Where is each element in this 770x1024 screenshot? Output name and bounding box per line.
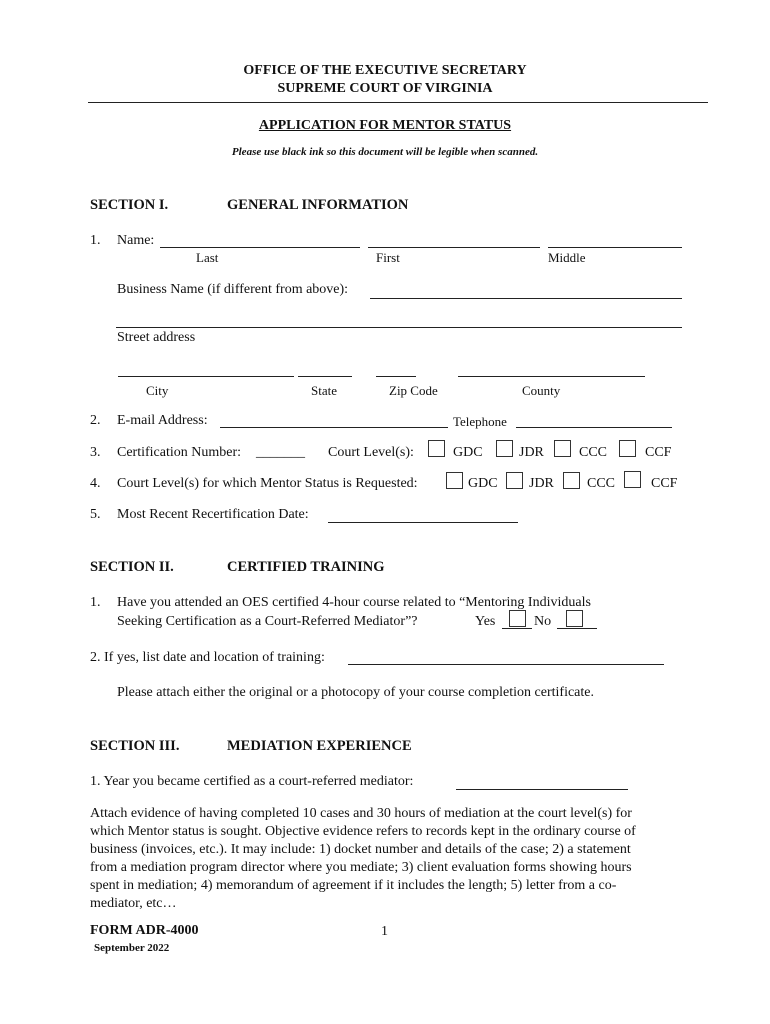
gdc-label: GDC: [453, 445, 483, 460]
yes-checkbox[interactable]: [509, 610, 526, 627]
evidence-line-6: mediator, etc…: [90, 896, 177, 911]
requested-ccc-label: CCC: [587, 476, 616, 491]
certification-number-field[interactable]: _______: [256, 445, 305, 460]
training-location-field[interactable]: [348, 664, 664, 665]
form-date: September 2022: [94, 942, 170, 954]
no-label: No: [534, 614, 552, 629]
email-field[interactable]: [220, 427, 448, 428]
no-checkbox[interactable]: [566, 610, 583, 627]
q3-number: 3.: [90, 445, 101, 460]
business-name-label: Business Name (if different from above):: [117, 282, 349, 297]
evidence-line-3: business (invoices, etc.). It may include: 1) docket number and details of the case; 2) a statement: [90, 842, 631, 857]
recertification-date-field[interactable]: [328, 522, 518, 523]
office-heading: OFFICE OF THE EXECUTIVE SECRETARY: [243, 63, 527, 78]
requested-ccf-label: CCF: [651, 476, 678, 491]
name-label: Name:: [117, 233, 155, 248]
telephone-label: Telephone: [453, 414, 507, 429]
court-levels-label: Court Level(s):: [328, 445, 414, 460]
certificate-attach-note: Please attach either the original or a photocopy of your course completion certificate.: [117, 685, 594, 700]
section2-title: CERTIFIED TRAINING: [227, 559, 385, 575]
certified-year-field[interactable]: [456, 789, 628, 790]
first-name-field[interactable]: [368, 247, 540, 248]
requested-gdc-label: GDC: [468, 476, 498, 491]
q2-number: 2.: [90, 413, 101, 428]
section3-title: MEDIATION EXPERIENCE: [227, 738, 412, 754]
q4-number: 4.: [90, 476, 101, 491]
state-field[interactable]: [298, 376, 352, 377]
last-name-field[interactable]: [160, 247, 360, 248]
middle-name-field[interactable]: [548, 247, 682, 248]
section1-number: SECTION I.: [90, 197, 169, 213]
state-label: State: [311, 383, 337, 398]
zip-code-label: Zip Code: [389, 383, 438, 398]
form-title: APPLICATION FOR MENTOR STATUS: [258, 118, 512, 133]
requested-levels-label: Court Level(s) for which Mentor Status is Requested:: [117, 476, 418, 491]
q1-number: 1.: [90, 233, 101, 248]
no-blank: [557, 628, 597, 629]
recertification-date-label: Most Recent Recertification Date:: [117, 507, 309, 522]
ccc-label: CCC: [579, 445, 608, 460]
city-label: City: [146, 383, 169, 398]
training-question-line2: Seeking Certification as a Court-Referred Mediator”?: [117, 614, 418, 629]
training-location-label: 2. If yes, list date and location of training:: [90, 650, 325, 665]
form-number: FORM ADR-4000: [90, 923, 199, 938]
jdr-label: JDR: [519, 445, 544, 460]
city-field[interactable]: [118, 376, 294, 377]
page-number: 1: [381, 924, 388, 939]
business-name-field[interactable]: [370, 298, 682, 299]
ccc-checkbox[interactable]: [554, 440, 571, 457]
requested-ccc-checkbox[interactable]: [563, 472, 580, 489]
gdc-checkbox[interactable]: [428, 440, 445, 457]
section1-title: GENERAL INFORMATION: [227, 197, 409, 213]
last-label: Last: [196, 250, 219, 265]
ccf-checkbox[interactable]: [619, 440, 636, 457]
first-label: First: [376, 250, 400, 265]
evidence-line-5: spent in mediation; 4) memorandum of agreement if it includes the length; 5) letter from a co-: [90, 878, 617, 893]
evidence-line-1: Attach evidence of having completed 10 cases and 30 hours of mediation at the court level(s) for: [90, 806, 632, 821]
email-label: E-mail Address:: [117, 413, 208, 428]
zip-code-field[interactable]: [376, 376, 416, 377]
evidence-line-4: from a mediation program director where you mediate; 3) client evaluation forms showing hours: [90, 860, 632, 875]
yes-label: Yes: [475, 614, 496, 629]
middle-label: Middle: [548, 250, 586, 265]
county-field[interactable]: [458, 376, 645, 377]
requested-jdr-label: JDR: [529, 476, 554, 491]
telephone-field[interactable]: [516, 427, 672, 428]
jdr-checkbox[interactable]: [496, 440, 513, 457]
q5-number: 5.: [90, 507, 101, 522]
requested-jdr-checkbox[interactable]: [506, 472, 523, 489]
certified-year-label: 1. Year you became certified as a court-referred mediator:: [90, 774, 414, 789]
requested-ccf-checkbox[interactable]: [624, 471, 641, 488]
requested-gdc-checkbox[interactable]: [446, 472, 463, 489]
county-label: County: [522, 383, 561, 398]
street-address-label: Street address: [117, 330, 196, 345]
court-heading: SUPREME COURT OF VIRGINIA: [277, 81, 493, 96]
header-divider: [88, 102, 708, 103]
certification-number-label: Certification Number:: [117, 445, 242, 460]
section3-number: SECTION III.: [90, 738, 180, 754]
s2-q1-number: 1.: [90, 595, 101, 610]
ccf-label: CCF: [645, 445, 672, 460]
evidence-line-2: which Mentor status is sought. Objective evidence refers to records kept in the ordinary course of: [90, 824, 636, 839]
ink-note: Please use black ink so this document will be legible when scanned.: [231, 146, 539, 158]
street-address-field[interactable]: [116, 327, 682, 328]
yes-blank: [502, 628, 532, 629]
section2-number: SECTION II.: [90, 559, 174, 575]
training-question-line1: Have you attended an OES certified 4-hour course related to “Mentoring Individuals: [117, 595, 591, 610]
